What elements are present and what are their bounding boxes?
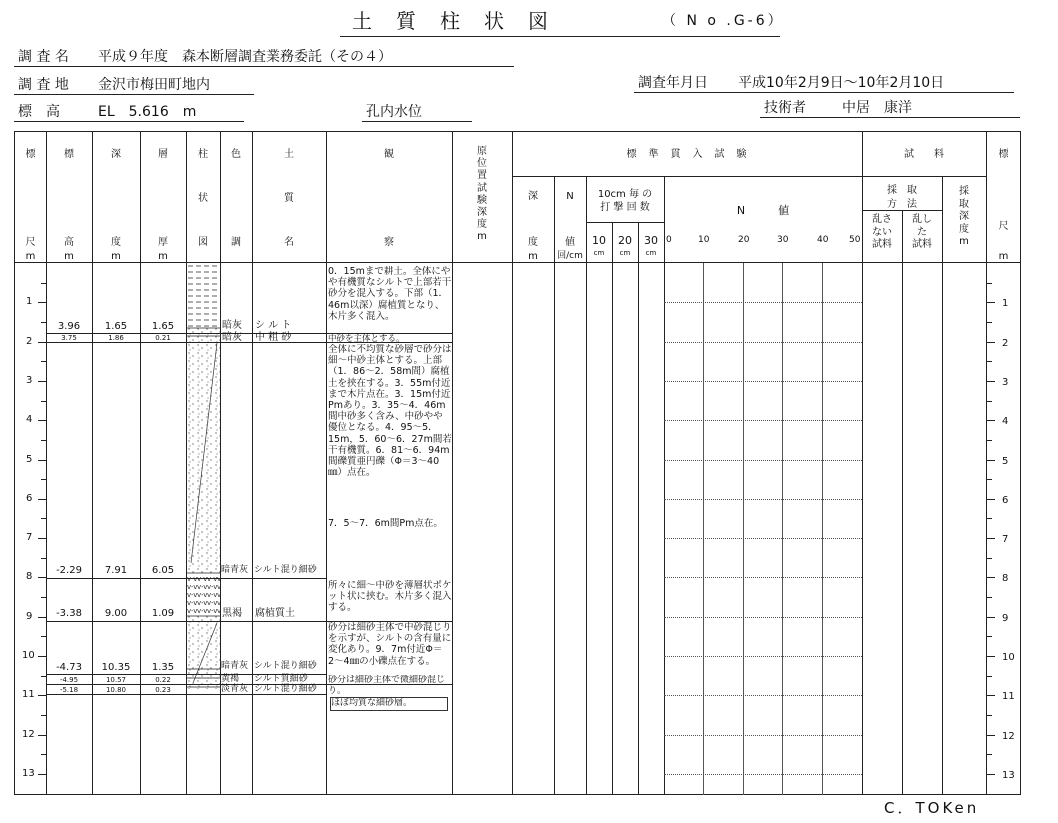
header-line: 方 法: [887, 198, 917, 210]
layer-soil: シルト混り細砂: [254, 684, 317, 694]
scale-header-bottom: [15, 236, 46, 263]
layer-color: 暗灰: [222, 332, 242, 343]
layer-thickness: 1.35: [151, 662, 175, 673]
scale-label-left: 10: [22, 650, 35, 661]
scale-minor-tick: [987, 440, 992, 441]
column-header-top: [186, 148, 220, 162]
observation-text: 全体に不均質な砂層で砂分は細〜中砂主体とする。上部（1．86〜2．58m間）腐植土を挟在する。3．55m付近まで木片点在。3．15m付近Pmあり。3．35〜4．46m間中砂多く含み、中砂やや優位となる。4．95〜5．15m，5．60〜6．27m間若干有機質。6．81〜6．94m間礫質亜円礫（Φ＝3〜40㎜）点在。: [328, 344, 452, 479]
n-header-bottom: [554, 236, 586, 262]
scale-minor-tick: [41, 558, 46, 559]
col-divider: [220, 131, 221, 795]
layer-elevation: -4.95: [59, 676, 79, 684]
header-char: 状: [198, 193, 208, 204]
scale-major-tick: [38, 617, 46, 618]
scale-minor-tick: [41, 636, 46, 637]
col-divider: [902, 210, 903, 795]
n-grid-row: [664, 420, 862, 421]
observation-header-top: [326, 148, 452, 162]
engineer-underline: [760, 117, 1020, 118]
n-tick-20: 20: [738, 235, 750, 245]
layer-elevation: 3.75: [61, 334, 77, 342]
n-grid-row: [664, 538, 862, 539]
header-char: 置: [477, 170, 487, 182]
scale-major-tick: [987, 577, 995, 578]
layer-elevation: 3.96: [57, 321, 81, 332]
scale-major-tick: [987, 774, 995, 775]
layer-color: 黄褐: [221, 674, 240, 684]
color-header-bottom: [220, 236, 252, 250]
scale-label-left: 5: [26, 454, 33, 465]
n-grid-row: [664, 499, 862, 500]
header-unit: cm: [593, 248, 605, 257]
col-divider: [586, 176, 587, 795]
header-char: 土: [284, 149, 294, 160]
header-char: 30: [644, 234, 658, 247]
scale-label-right: 3: [1002, 377, 1009, 388]
layer-boundary: [46, 578, 326, 579]
col-divider: [942, 176, 943, 795]
elevation-underline: [14, 121, 244, 122]
survey-date: 平成10年2月9日〜10年2月10日: [738, 75, 945, 91]
scale-minor-tick: [41, 283, 46, 284]
scale-label-left: 3: [26, 375, 33, 386]
layer-thickness: 1.65: [151, 321, 175, 332]
n-grid-row: [664, 577, 862, 578]
sample-method-header: [862, 184, 942, 211]
n-grid-row: [664, 656, 862, 657]
header-char: 10: [592, 234, 606, 247]
survey-name-label: 調 査 名: [18, 49, 69, 65]
engineer-label: 技術者: [764, 100, 806, 116]
header-char: 尺: [25, 237, 36, 248]
header-divider: [586, 222, 664, 223]
layer-depth: 10.57: [105, 676, 127, 684]
header-char: 度: [111, 237, 121, 248]
header-char: 20: [618, 234, 632, 247]
layer-color: 暗青灰: [221, 565, 249, 575]
scale-minor-tick: [987, 401, 992, 402]
scale-major-tick: [987, 302, 995, 303]
layer-boundary: [46, 694, 326, 695]
location-label: 調 査 地: [18, 77, 69, 93]
blows-header: [586, 188, 664, 214]
header-line: た: [917, 226, 927, 238]
scale-label-right: 6: [1002, 495, 1009, 506]
scale-label-right: 11: [1002, 691, 1015, 702]
col-divider: [46, 131, 47, 795]
layer-elevation: -4.73: [56, 662, 82, 673]
scale-minor-tick: [41, 754, 46, 755]
water-level-underline: [362, 121, 472, 122]
observation-text: 砂分は細砂主体で中砂混じりを示すが、シルトの含有量に変化あり。9．7m付近Φ＝2〜4㎜の小礫点在する。: [328, 622, 452, 667]
observation-text: 中砂を主体とする。: [328, 334, 405, 342]
header-line: 試料: [872, 239, 892, 250]
header-char: 験: [477, 194, 487, 206]
scale-major-tick: [38, 381, 46, 382]
header-char: 質: [284, 193, 294, 204]
document-title: 土 質 柱 状 図: [352, 9, 550, 33]
n-tick-0: 0: [666, 235, 672, 245]
n-grid-row: [664, 342, 862, 343]
location: 金沢市梅田町地内: [98, 77, 210, 93]
header-char: 観: [384, 149, 394, 160]
layer-elevation: -2.29: [56, 565, 82, 576]
header-char: 標: [998, 149, 1009, 160]
observation-text: 砂分は細砂主体で微細砂混じり。: [328, 675, 446, 695]
scale-major-tick: [987, 342, 995, 343]
layer-color: 暗灰: [222, 320, 242, 331]
n-grid-row: [664, 774, 862, 775]
scale-major-tick: [38, 735, 46, 736]
scale-label-left: 1: [26, 296, 33, 307]
water-level-label: 孔内水位: [366, 104, 422, 120]
layer-depth: 10.35: [101, 662, 131, 673]
n-grid-row: [664, 302, 862, 303]
date-label: 調査年月日: [638, 75, 708, 91]
header-char: 色: [231, 149, 241, 160]
col-divider: [512, 131, 513, 795]
scale-label-left: 13: [22, 768, 35, 779]
header-char: 厚: [158, 237, 168, 248]
thickness-header: [140, 148, 186, 162]
color-header-top: [220, 148, 252, 162]
scale-label-left: 12: [22, 729, 35, 740]
header-unit: cm: [619, 248, 631, 257]
scale-label-left: 2: [26, 336, 33, 347]
undisturbed-header: [862, 214, 902, 252]
header-char: 位: [477, 158, 487, 170]
column-header-bottom: [186, 236, 220, 250]
blows-30-header: [638, 234, 664, 258]
soil-header-bottom: [252, 236, 326, 250]
spt-depth-header-top: [512, 190, 554, 204]
scale-minor-tick: [987, 597, 992, 598]
scale-minor-tick: [987, 754, 992, 755]
header-char: 度: [959, 223, 969, 235]
layer-thickness: 1.09: [151, 608, 175, 619]
sample-header: 試 料: [904, 149, 944, 160]
scale-minor-tick: [987, 558, 992, 559]
elevation-value: EL 5.616 m: [98, 104, 197, 120]
scale-label-left: 4: [26, 414, 33, 425]
layer-boundary: [46, 621, 326, 622]
scale-label-right: 10: [1002, 652, 1015, 663]
location-underline: [14, 94, 254, 95]
scale-label-right: 8: [1002, 573, 1009, 584]
layer-soil: 腐植質土: [255, 608, 295, 619]
scale-header: [15, 148, 46, 162]
header-char: 深: [111, 149, 121, 160]
header-char: 値: [565, 237, 575, 248]
scale-major-tick: [38, 499, 46, 500]
layer-soil: シルト質細砂: [254, 674, 308, 684]
scale-major-tick: [987, 499, 995, 500]
header-char: m: [25, 250, 36, 262]
thickness-header-bottom: [140, 236, 186, 263]
scale-r-header-top: [986, 148, 1021, 162]
layer-thickness: 0.21: [155, 334, 171, 342]
scale-label-left: 6: [26, 493, 33, 504]
scale-label-right: 13: [1002, 770, 1015, 781]
col-divider: [664, 176, 665, 795]
layer-color: 暗青灰: [221, 661, 249, 671]
observation-header-bottom: [326, 236, 452, 250]
title-underline: [340, 36, 780, 37]
header-char: 標: [64, 149, 74, 160]
soil-header-top: [252, 148, 326, 162]
scale-major-tick: [987, 460, 995, 461]
header-char: m: [158, 250, 168, 262]
scale-minor-tick: [987, 361, 992, 362]
header-unit: 回/cm: [557, 250, 583, 261]
header-char: 察: [384, 237, 394, 248]
n-tick-30: 30: [777, 235, 789, 245]
n-tick-40: 40: [817, 235, 829, 245]
scale-label-left: 8: [26, 571, 33, 582]
scale-r-header-bottom: [986, 220, 1021, 234]
layer-soil: 中 粗 砂: [255, 332, 292, 343]
scale-minor-tick: [41, 597, 46, 598]
depth-header-bottom: [92, 236, 140, 263]
sample-depth-header: [942, 186, 986, 249]
date-underline: [634, 92, 1014, 93]
scale-label-right: 7: [1002, 534, 1009, 545]
layer-soil: シルト混り細砂: [254, 565, 317, 575]
col-divider: [252, 131, 253, 795]
scale-minor-tick: [41, 440, 46, 441]
scale-major-tick: [38, 538, 46, 539]
header-char: N: [566, 191, 574, 202]
n-tick-50: 50: [849, 235, 861, 245]
n-grid-row: [664, 695, 862, 696]
header-char: 調: [231, 237, 241, 248]
layer-thickness: 0.22: [155, 676, 171, 684]
header-char: m: [64, 250, 74, 262]
scale-major-tick: [38, 460, 46, 461]
n-tick-10: 10: [698, 235, 710, 245]
layer-thickness: 0.23: [155, 686, 171, 694]
observation-divider: [326, 342, 452, 343]
col-divider: [638, 222, 639, 795]
test-depth-header: [452, 146, 512, 244]
scale-minor-tick: [987, 322, 992, 323]
n-grid-row: [664, 460, 862, 461]
n-header-top: [554, 190, 586, 204]
header-char: m: [528, 250, 538, 262]
elevation-header: [46, 148, 92, 162]
header-char: 採: [959, 186, 969, 197]
scale-minor-tick: [41, 715, 46, 716]
header-divider: [512, 176, 862, 177]
scale-label-right: 2: [1002, 338, 1009, 349]
scale-minor-tick: [987, 636, 992, 637]
spt-header: 標 準 貫 入 試 験: [626, 149, 748, 160]
header-line: ない: [872, 226, 892, 238]
header-char: 試: [477, 182, 487, 194]
header-char: 深: [528, 191, 538, 202]
scale-label-left: 9: [26, 611, 33, 622]
soil-header-mid: [252, 192, 326, 206]
layer-depth: 9.00: [104, 608, 128, 619]
layer-depth: 1.65: [104, 321, 128, 332]
scale-label-right: 4: [1002, 416, 1009, 427]
header-char: 深: [477, 206, 487, 218]
scale-minor-tick: [987, 479, 992, 480]
header-unit: cm: [645, 248, 657, 257]
observation-text: ほぼ均質な細砂層。: [330, 697, 448, 711]
scale-minor-tick: [987, 518, 992, 519]
observation-text: 所々に細〜中砂を薄層状ポケット状に挟む。木片多く混入する。: [328, 580, 452, 614]
layer-soil: シ ル ト: [255, 320, 292, 331]
header-divider: [862, 176, 986, 177]
layer-thickness: 6.05: [151, 565, 175, 576]
header-line: 試料: [912, 239, 932, 250]
scale-major-tick: [38, 420, 46, 421]
scale-label-left: 11: [22, 689, 35, 700]
scale-r-header-unit: [986, 250, 1021, 264]
layer-soil: シルト混り細砂: [254, 661, 317, 671]
scale-minor-tick: [41, 518, 46, 519]
scale-major-tick: [38, 656, 46, 657]
scale-major-tick: [987, 381, 995, 382]
spt-depth-header-bottom: [512, 236, 554, 263]
scale-label-right: 1: [1002, 298, 1009, 309]
scale-major-tick: [987, 656, 995, 657]
scale-label-right: 5: [1002, 456, 1009, 467]
scale-major-tick: [38, 695, 46, 696]
col-divider: [612, 222, 613, 795]
scale-major-tick: [38, 342, 46, 343]
depth-header: [92, 148, 140, 162]
header-line: 乱さ: [872, 214, 892, 225]
scale-major-tick: [987, 538, 995, 539]
layer-depth: 1.86: [108, 334, 124, 342]
scale-major-tick: [38, 577, 46, 578]
col-divider: [140, 131, 141, 795]
layer-depth: 7.91: [104, 565, 128, 576]
scale-minor-tick: [987, 283, 992, 284]
layer-color: 黒褐: [222, 608, 242, 619]
blows-20-header: [612, 234, 638, 258]
scale-major-tick: [987, 695, 995, 696]
header-char: m: [477, 231, 487, 243]
column-header-mid: [186, 192, 220, 206]
scale-minor-tick: [41, 479, 46, 480]
header-line: 採 取: [887, 185, 917, 196]
header-char: 原: [477, 146, 487, 157]
header-char: 層: [158, 149, 168, 160]
layer-boundary: [46, 342, 326, 343]
scale-minor-tick: [987, 715, 992, 716]
scale-label-right: 9: [1002, 613, 1009, 624]
n-grid-row: [664, 381, 862, 382]
header-char: 図: [198, 237, 208, 248]
survey-name-underline: [14, 66, 514, 67]
survey-name: 平成９年度 森本断層調査業務委託（その４）: [98, 49, 392, 65]
header-line: 打 撃 回 数: [600, 202, 650, 213]
scale-major-tick: [38, 774, 46, 775]
n-grid-row: [664, 617, 862, 618]
layer-elevation: -5.18: [59, 686, 79, 694]
scale-label-left: 7: [26, 532, 33, 543]
header-line: 10cm 毎 の: [597, 189, 653, 200]
header-char: 深: [959, 211, 969, 222]
header-char: m: [959, 236, 969, 247]
scale-major-tick: [987, 420, 995, 421]
header-char: 尺: [998, 221, 1009, 232]
col-divider: [92, 131, 93, 795]
disturbed-header: [902, 214, 942, 252]
observation-text: 7．5〜7．6m間Pm点在。: [328, 518, 443, 529]
scale-major-tick: [987, 617, 995, 618]
header-char: 柱: [198, 149, 208, 160]
engineer-name: 中居 康洋: [842, 100, 912, 116]
layer-depth: 10.80: [105, 686, 127, 694]
header-char: 高: [64, 237, 74, 248]
header-char: 度: [528, 237, 538, 248]
n-grid-row: [664, 735, 862, 736]
col-divider: [554, 176, 555, 795]
n-value-header: N 値: [736, 204, 790, 217]
blows-10-header: [586, 234, 612, 258]
layer-color: 淡青灰: [221, 684, 249, 694]
elevation-header-bottom: [46, 236, 92, 263]
header-char: 標: [25, 149, 36, 160]
header-char: 度: [477, 219, 487, 231]
scale-minor-tick: [41, 361, 46, 362]
header-char: m: [998, 251, 1009, 262]
header-line: 乱し: [912, 214, 932, 225]
header-char: 名: [284, 237, 294, 248]
layer-elevation: -3.38: [56, 608, 82, 619]
header-char: m: [111, 250, 121, 262]
company-footer: C．TOKen: [884, 799, 980, 817]
document-number: （ N o .G-6）: [662, 13, 785, 29]
scale-label-right: 12: [1002, 731, 1015, 742]
col-divider: [326, 131, 327, 795]
scale-minor-tick: [41, 401, 46, 402]
scale-major-tick: [38, 302, 46, 303]
scale-minor-tick: [987, 676, 992, 677]
header-char: 取: [959, 198, 969, 210]
scale-major-tick: [987, 735, 995, 736]
observation-text: 0．15mまで耕土。全体にやや有機質なシルトで上部若干砂分を混入する。下部（1．46m以深）腐植質となり、木片多く混入。: [328, 266, 452, 322]
elevation-label: 標 高: [18, 104, 60, 120]
